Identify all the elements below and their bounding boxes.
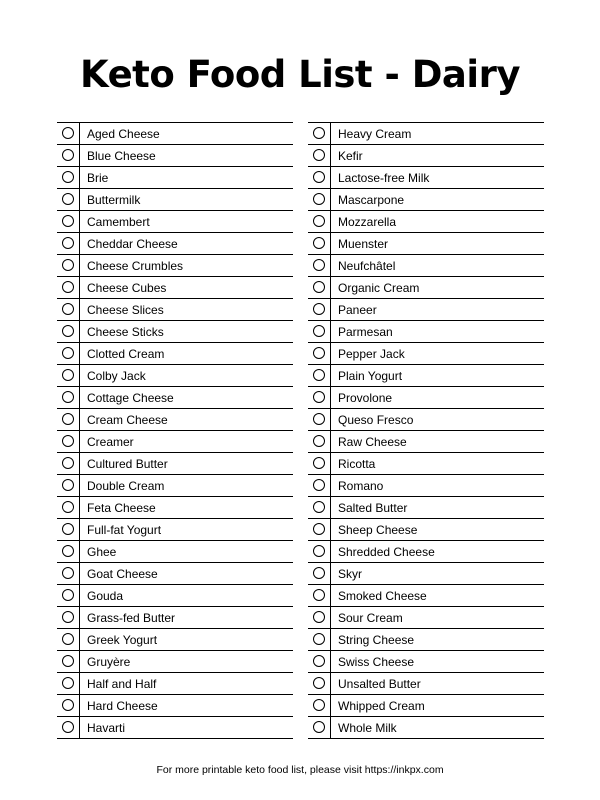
checkbox-cell xyxy=(308,673,331,694)
checkbox-circle-icon[interactable] xyxy=(62,369,74,381)
food-item-label: Cheese Slices xyxy=(87,303,164,317)
checklist-row xyxy=(308,585,544,607)
checklist-row xyxy=(57,233,293,255)
food-item-label: Cream Cheese xyxy=(87,413,168,427)
checkbox-cell xyxy=(57,123,80,144)
checklist-row xyxy=(57,365,293,387)
checkbox-cell xyxy=(308,585,331,606)
checklist-row xyxy=(308,123,544,145)
checkbox-cell xyxy=(308,409,331,430)
checkbox-circle-icon[interactable] xyxy=(313,193,325,205)
checkbox-circle-icon[interactable] xyxy=(313,567,325,579)
food-item-label: Lactose-free Milk xyxy=(338,171,430,185)
checkbox-cell xyxy=(57,365,80,386)
food-item-label: Whipped Cream xyxy=(338,699,425,713)
food-item-label: Smoked Cheese xyxy=(338,589,427,603)
checklist-row xyxy=(57,585,293,607)
checkbox-circle-icon[interactable] xyxy=(62,677,74,689)
food-item-label: Muenster xyxy=(338,237,389,251)
checklist-row xyxy=(57,453,293,475)
checklist-row xyxy=(57,299,293,321)
checkbox-circle-icon[interactable] xyxy=(313,149,325,161)
checkbox-cell xyxy=(57,255,80,276)
checkbox-cell xyxy=(57,189,80,210)
checkbox-circle-icon[interactable] xyxy=(62,435,74,447)
checkbox-circle-icon[interactable] xyxy=(62,479,74,491)
checklist-row xyxy=(57,541,293,563)
food-item-label: Sour Cream xyxy=(338,611,403,625)
checklist-row xyxy=(57,123,293,145)
checkbox-cell xyxy=(308,123,331,144)
checklist-row xyxy=(308,431,544,453)
checkbox-cell xyxy=(57,475,80,496)
checkbox-circle-icon[interactable] xyxy=(62,457,74,469)
checkbox-circle-icon[interactable] xyxy=(62,259,74,271)
checklist-row xyxy=(308,233,544,255)
checkbox-circle-icon[interactable] xyxy=(313,303,325,315)
checkbox-cell xyxy=(308,343,331,364)
checkbox-circle-icon[interactable] xyxy=(313,721,325,733)
checkbox-cell xyxy=(308,211,331,232)
checklist-row xyxy=(57,321,293,343)
checklist-row xyxy=(308,673,544,695)
checkbox-cell xyxy=(308,233,331,254)
food-item-label: Ghee xyxy=(87,545,117,559)
food-item-label: Provolone xyxy=(338,391,393,405)
checkbox-cell xyxy=(57,145,80,166)
food-item-label: Neufchâtel xyxy=(338,259,396,273)
checkbox-cell xyxy=(308,519,331,540)
checkbox-circle-icon[interactable] xyxy=(62,281,74,293)
food-item-label: Feta Cheese xyxy=(87,501,156,515)
checklist-row xyxy=(57,387,293,409)
checkbox-circle-icon[interactable] xyxy=(313,215,325,227)
checkbox-circle-icon[interactable] xyxy=(62,347,74,359)
food-item-label: Whole Milk xyxy=(338,721,397,735)
food-item-label: Havarti xyxy=(87,721,126,735)
checklist-row xyxy=(57,607,293,629)
checkbox-cell xyxy=(57,211,80,232)
food-item-label: Ricotta xyxy=(338,457,376,471)
food-item-label: Colby Jack xyxy=(87,369,146,383)
checkbox-cell xyxy=(308,189,331,210)
checklist-row xyxy=(308,717,544,739)
food-item-label: Gouda xyxy=(87,589,124,603)
checkbox-cell xyxy=(57,277,80,298)
food-item-label: Unsalted Butter xyxy=(338,677,421,691)
checkbox-cell xyxy=(57,695,80,716)
checklist-row xyxy=(308,277,544,299)
checklist-row xyxy=(57,343,293,365)
checkbox-cell xyxy=(308,321,331,342)
checkbox-cell xyxy=(57,629,80,650)
checkbox-cell xyxy=(57,343,80,364)
checkbox-circle-icon[interactable] xyxy=(62,655,74,667)
checkbox-circle-icon[interactable] xyxy=(62,127,74,139)
checkbox-circle-icon[interactable] xyxy=(313,127,325,139)
food-item-label: Brie xyxy=(87,171,109,185)
food-item-label: Full-fat Yogurt xyxy=(87,523,162,537)
food-item-label: Pepper Jack xyxy=(338,347,405,361)
food-item-label: Creamer xyxy=(87,435,134,449)
checklist-row xyxy=(57,475,293,497)
checkbox-circle-icon[interactable] xyxy=(62,391,74,403)
checkbox-circle-icon[interactable] xyxy=(62,545,74,557)
checklist-row xyxy=(308,189,544,211)
checkbox-cell xyxy=(308,167,331,188)
checklist-row xyxy=(57,189,293,211)
checkbox-cell xyxy=(308,431,331,452)
checkbox-circle-icon[interactable] xyxy=(313,523,325,535)
checkbox-circle-icon[interactable] xyxy=(62,633,74,645)
footer-note: For more printable keto food list, please visit https://inkpx.com xyxy=(156,764,444,776)
checkbox-circle-icon[interactable] xyxy=(313,457,325,469)
checklist-row xyxy=(57,255,293,277)
checkbox-circle-icon[interactable] xyxy=(62,237,74,249)
checklist-row xyxy=(308,629,544,651)
checklist-row xyxy=(308,343,544,365)
checkbox-circle-icon[interactable] xyxy=(62,149,74,161)
food-item-label: Cheddar Cheese xyxy=(87,237,178,251)
food-item-label: Goat Cheese xyxy=(87,567,158,581)
checkbox-cell xyxy=(57,585,80,606)
checkbox-circle-icon[interactable] xyxy=(62,699,74,711)
food-item-label: Cheese Sticks xyxy=(87,325,164,339)
food-item-label: Sheep Cheese xyxy=(338,523,418,537)
checkbox-cell xyxy=(57,387,80,408)
checkbox-cell xyxy=(308,607,331,628)
checkbox-cell xyxy=(308,497,331,518)
food-item-label: Cheese Crumbles xyxy=(87,259,184,273)
food-item-label: Salted Butter xyxy=(338,501,408,515)
checkbox-circle-icon[interactable] xyxy=(313,633,325,645)
checkbox-circle-icon[interactable] xyxy=(313,435,325,447)
checkbox-circle-icon[interactable] xyxy=(313,655,325,667)
page-title: Keto Food List - Dairy xyxy=(80,53,520,96)
checkbox-circle-icon[interactable] xyxy=(62,501,74,513)
food-item-label: Cheese Cubes xyxy=(87,281,167,295)
food-item-label: Cultured Butter xyxy=(87,457,168,471)
checkbox-cell xyxy=(308,629,331,650)
checkbox-cell xyxy=(57,673,80,694)
checkbox-circle-icon[interactable] xyxy=(313,677,325,689)
checkbox-circle-icon[interactable] xyxy=(313,391,325,403)
checkbox-cell xyxy=(57,541,80,562)
checkbox-cell xyxy=(308,145,331,166)
checkbox-cell xyxy=(308,541,331,562)
checkbox-cell xyxy=(57,167,80,188)
checklist-row xyxy=(308,519,544,541)
checkbox-cell xyxy=(57,651,80,672)
checkbox-circle-icon[interactable] xyxy=(313,171,325,183)
checklist-row xyxy=(57,167,293,189)
food-item-label: Grass-fed Butter xyxy=(87,611,176,625)
checkbox-circle-icon[interactable] xyxy=(313,369,325,381)
checklist-row xyxy=(57,563,293,585)
checkbox-cell xyxy=(308,277,331,298)
food-item-label: Greek Yogurt xyxy=(87,633,158,647)
food-item-label: Romano xyxy=(338,479,384,493)
checkbox-circle-icon[interactable] xyxy=(313,281,325,293)
checklist-row xyxy=(57,431,293,453)
checklist-row xyxy=(57,277,293,299)
checkbox-cell xyxy=(308,651,331,672)
checklist-row xyxy=(57,651,293,673)
checkbox-cell xyxy=(57,717,80,738)
food-item-label: Clotted Cream xyxy=(87,347,165,361)
food-item-label: Gruyère xyxy=(87,655,131,669)
checkbox-cell xyxy=(308,299,331,320)
checkbox-circle-icon[interactable] xyxy=(62,589,74,601)
checkbox-cell xyxy=(308,453,331,474)
checkbox-cell xyxy=(308,717,331,738)
checkbox-circle-icon[interactable] xyxy=(313,545,325,557)
food-item-label: Kefir xyxy=(338,149,363,163)
checklist-row xyxy=(308,497,544,519)
checkbox-circle-icon[interactable] xyxy=(313,347,325,359)
checklist-row xyxy=(57,717,293,739)
checklist-row xyxy=(308,145,544,167)
food-item-label: Raw Cheese xyxy=(338,435,407,449)
checklist-row xyxy=(308,387,544,409)
checkbox-cell xyxy=(308,255,331,276)
food-item-label: Mascarpone xyxy=(338,193,405,207)
food-item-label: Camembert xyxy=(87,215,150,229)
checkbox-cell xyxy=(57,233,80,254)
food-item-label: Skyr xyxy=(338,567,362,581)
food-item-label: Organic Cream xyxy=(338,281,420,295)
checkbox-cell xyxy=(57,519,80,540)
checkbox-circle-icon[interactable] xyxy=(313,259,325,271)
checkbox-cell xyxy=(308,475,331,496)
checklist-row xyxy=(308,475,544,497)
food-item-label: Queso Fresco xyxy=(338,413,414,427)
checklist-row xyxy=(308,321,544,343)
checkbox-cell xyxy=(308,365,331,386)
checklist-row xyxy=(308,563,544,585)
checklist-row xyxy=(308,409,544,431)
food-item-label: Mozzarella xyxy=(338,215,397,229)
checkbox-circle-icon[interactable] xyxy=(62,193,74,205)
checklist-row xyxy=(308,211,544,233)
checklist-row xyxy=(57,629,293,651)
food-item-label: Heavy Cream xyxy=(338,127,412,141)
food-item-label: Aged Cheese xyxy=(87,127,160,141)
food-item-label: Blue Cheese xyxy=(87,149,156,163)
checkbox-circle-icon[interactable] xyxy=(62,413,74,425)
checkbox-cell xyxy=(57,321,80,342)
checklist-left-column xyxy=(57,122,293,739)
checkbox-circle-icon[interactable] xyxy=(313,501,325,513)
checklist-row xyxy=(308,541,544,563)
checkbox-cell xyxy=(57,299,80,320)
checklist-row xyxy=(308,255,544,277)
checkbox-circle-icon[interactable] xyxy=(313,611,325,623)
checkbox-circle-icon[interactable] xyxy=(313,237,325,249)
checkbox-circle-icon[interactable] xyxy=(62,171,74,183)
checklist-row xyxy=(57,695,293,717)
checkbox-cell xyxy=(57,497,80,518)
food-item-label: Parmesan xyxy=(338,325,393,339)
food-item-label: Plain Yogurt xyxy=(338,369,403,383)
food-item-label: String Cheese xyxy=(338,633,415,647)
checkbox-cell xyxy=(57,453,80,474)
checkbox-circle-icon[interactable] xyxy=(313,413,325,425)
checkbox-circle-icon[interactable] xyxy=(62,523,74,535)
checkbox-cell xyxy=(57,431,80,452)
checklist-row xyxy=(57,673,293,695)
checkbox-circle-icon[interactable] xyxy=(62,325,74,337)
checklist-row xyxy=(308,167,544,189)
checkbox-circle-icon[interactable] xyxy=(62,215,74,227)
checklist-row xyxy=(308,365,544,387)
checklist-row xyxy=(57,145,293,167)
checkbox-cell xyxy=(57,409,80,430)
checklist-row xyxy=(308,607,544,629)
checklist-row xyxy=(308,453,544,475)
checklist-row xyxy=(308,651,544,673)
checkbox-circle-icon[interactable] xyxy=(62,303,74,315)
food-item-label: Shredded Cheese xyxy=(338,545,435,559)
checkbox-circle-icon[interactable] xyxy=(62,721,74,733)
checkbox-circle-icon[interactable] xyxy=(313,479,325,491)
checkbox-circle-icon[interactable] xyxy=(62,611,74,623)
checkbox-cell xyxy=(308,695,331,716)
checkbox-circle-icon[interactable] xyxy=(313,699,325,711)
checkbox-circle-icon[interactable] xyxy=(313,325,325,337)
checklist-row xyxy=(308,299,544,321)
checklist-right-column xyxy=(308,122,544,739)
food-item-label: Hard Cheese xyxy=(87,699,158,713)
checkbox-circle-icon[interactable] xyxy=(313,589,325,601)
checkbox-cell xyxy=(57,563,80,584)
checklist-row xyxy=(57,409,293,431)
food-item-label: Cottage Cheese xyxy=(87,391,174,405)
food-item-label: Paneer xyxy=(338,303,377,317)
checkbox-cell xyxy=(308,563,331,584)
checklist-row xyxy=(57,497,293,519)
checkbox-cell xyxy=(57,607,80,628)
checklist-row xyxy=(308,695,544,717)
checkbox-circle-icon[interactable] xyxy=(62,567,74,579)
food-item-label: Buttermilk xyxy=(87,193,141,207)
food-item-label: Half and Half xyxy=(87,677,157,691)
food-item-label: Swiss Cheese xyxy=(338,655,415,669)
checklist-row xyxy=(57,211,293,233)
checklist-row xyxy=(57,519,293,541)
checkbox-cell xyxy=(308,387,331,408)
food-item-label: Double Cream xyxy=(87,479,165,493)
